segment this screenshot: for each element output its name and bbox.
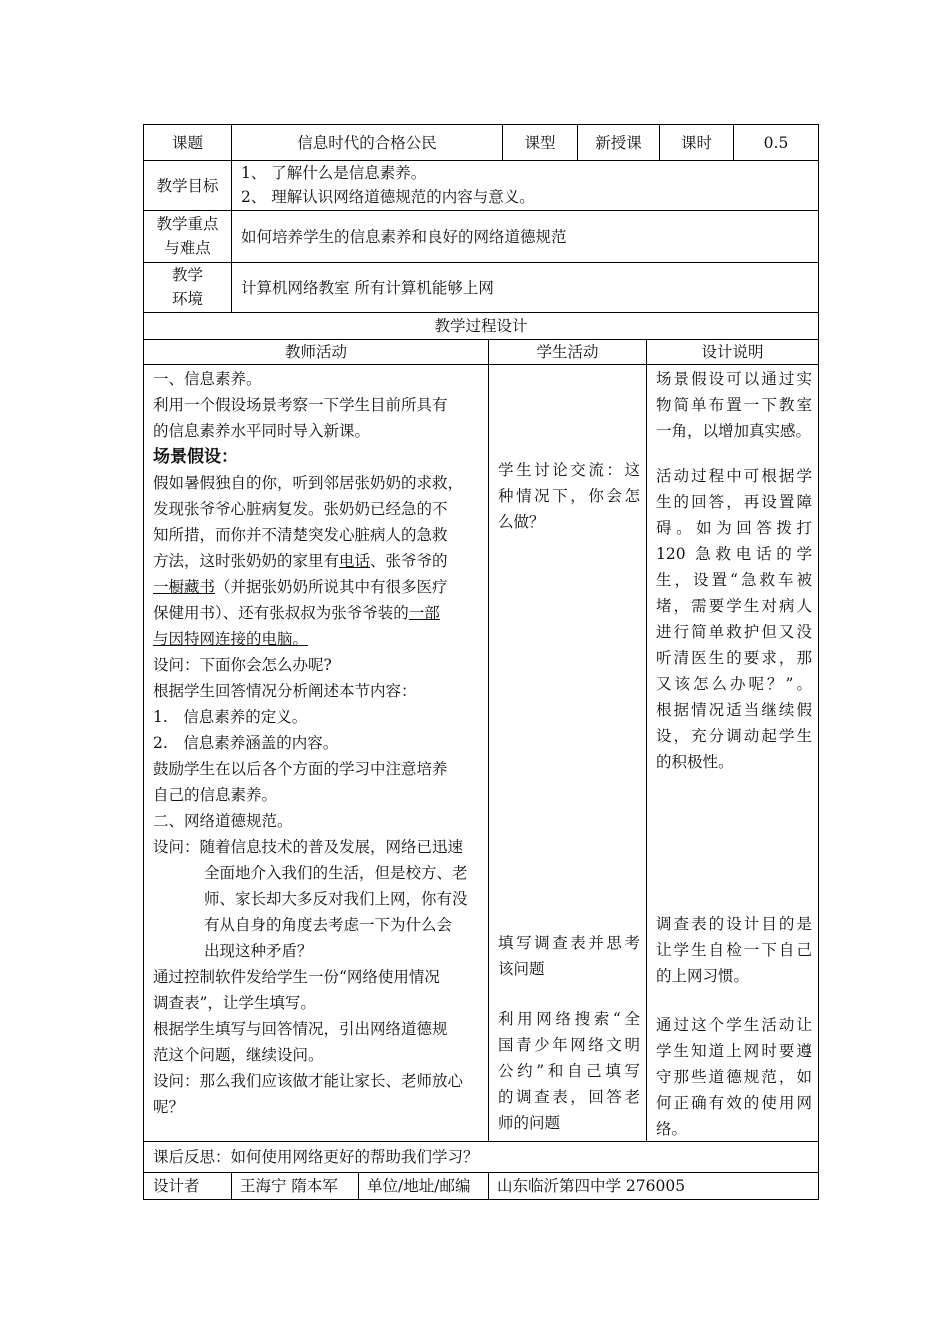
col-divider (358, 1172, 359, 1199)
col-header-notes: 设计说明 (701, 343, 764, 361)
goal-item: 1、 了解什么是信息素养。 (241, 164, 427, 182)
goals-label: 教学目标 (156, 176, 219, 195)
student-activity-3: 利用网络搜索“全 国青少年网络文明 公约”和自己填写 的调查表，回答老 师的问题 (498, 1010, 640, 1132)
scenario-heading: 场景假设： (153, 447, 238, 467)
teacher-activity: 一、信息素养。 利用一个假设场景考察一下学生目前所具有 的信息素养水平同时导入新课。 场景假设： 假如暑假独自的你，听到邻居张奶奶的求救， 发现张爷爷心脏病复发。张奶奶已经急的不 知所措，而你并不清楚突发心脏病人的急救 方法，这时张奶奶的家里有电话、张爷爷的 一橱藏书（并据张奶奶所说其中有很多医疗 保健用书）、还有张叔叔为张爷爷装的一部 与因特网连接的电脑。 设问：下面你会怎么办呢? 根据学生回答情况分析阐述本节内容： 1. 信息素养的定义。 2. 信息素养涵盖的内容。 鼓励学生在以后各个方面的学习中注意培养 自己的信息素养。 二、网络道德规范。 设问：随着信息技术的普及发展，网络已迅速 全面地介入我们的生活，但是校方、老 师、家长却大多反对我们上网，你有没 有从自身的角度去考虑一下为什么会 出现这种矛盾？ 通过控制软件发给学生一份“网络使用情况 调查表”，让学生填写。 根据学生填写与回答情况，引出网络道德规 范这个问题，继续设问。 设问：那么我们应该做才能让家长、老师放心 呢？ (153, 367, 483, 1121)
row-divider (143, 364, 819, 365)
design-notes-2: 活动过程中可根据学 生的回答，再设置障 碍。如为回答拨打 120 急救电话的学 生，设置“急救车被 堵，需要学生对病人 进行简单救护但又没 听清医生的要求，那 又该怎么办呢？”。 根据情况适当继续假 设，充分调动起学生 的积极性。 (656, 467, 812, 771)
col-divider (231, 1172, 232, 1199)
col-divider (488, 1172, 489, 1199)
table-border (143, 1199, 819, 1200)
col-divider (488, 339, 489, 1141)
unit-label: 单位/地址/邮编 (367, 1177, 471, 1195)
col-header-teacher: 教师活动 (284, 343, 347, 361)
reflection: 课后反思：如何使用网络更好的帮助我们学习？ (153, 1148, 479, 1166)
goal-item: 2、 理解认识网络道德规范的内容与意义。 (241, 188, 535, 206)
goals-list (241, 161, 811, 209)
designer-label: 设计者 (153, 1177, 200, 1195)
process-title: 教学过程设计 (434, 317, 528, 335)
unit-value: 山东临沂第四中学 276005 (497, 1177, 686, 1195)
key-points-label: 教学重点 与难点 (156, 215, 219, 257)
design-notes-4: 通过这个学生活动让 学生知道上网时要遵 守那些道德规范，如 何正确有效的使用网 络。 (656, 1016, 812, 1138)
hours-label: 课时 (680, 133, 712, 152)
student-activity-1: 学生讨论交流：这 种情况下，你会怎 么做？ (498, 461, 640, 531)
hours-value: 0.5 (763, 133, 789, 152)
design-notes-1: 场景假设可以通过实 物简单布置一下教室 一角，以增加真实感。 (656, 370, 812, 440)
design-notes-3: 调查表的设计目的是 让学生自检一下自己 的上网习惯。 (656, 915, 812, 985)
designer-value: 王海宁 隋本军 (240, 1177, 338, 1195)
key-points-value: 如何培养学生的信息素养和良好的网络道德规范 (241, 227, 567, 246)
type-value: 新授课 (595, 133, 642, 152)
topic-label: 课题 (171, 133, 203, 152)
topic-value: 信息时代的合格公民 (297, 133, 437, 152)
col-header-student: 学生活动 (536, 343, 599, 361)
environment-value: 计算机网络教室 所有计算机能够上网 (241, 278, 494, 297)
environment-label: 教学 环境 (171, 266, 203, 308)
student-activity-2: 填写调查表并思考 该问题 (498, 934, 640, 978)
table-border (818, 124, 819, 1200)
col-divider (646, 339, 647, 1141)
col-divider (231, 160, 232, 312)
type-label: 课型 (524, 133, 556, 152)
